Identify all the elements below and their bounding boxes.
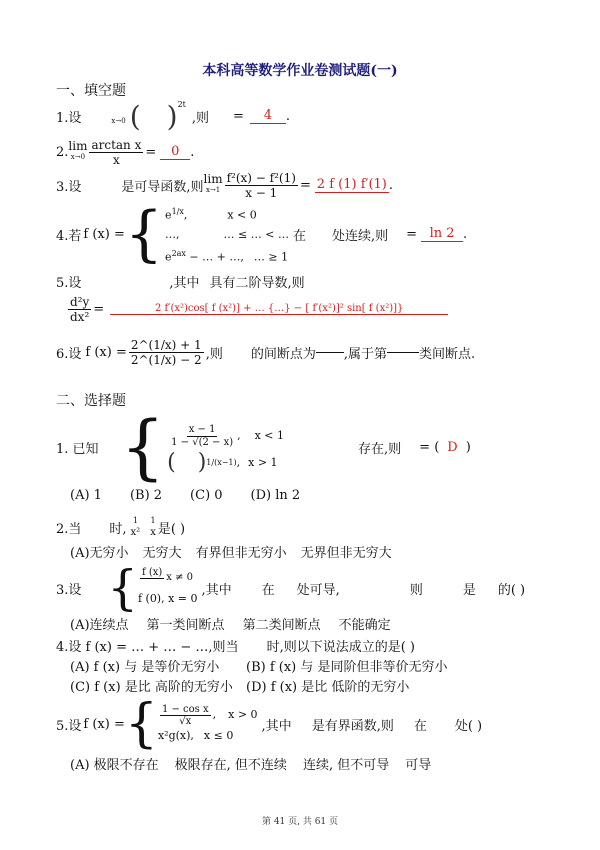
fill-q4-answer: ln 2: [421, 226, 463, 242]
fill-q6-denominator: 2^(1/x) − 2: [130, 352, 202, 367]
fill-q2-numerator: arctan x: [91, 137, 142, 152]
fill-q5-mid: ,其中: [169, 276, 200, 291]
fill-q1-mid: ,则: [191, 110, 210, 126]
choice-q4-text: 4.设 f (x) = … + … − …,则当: [56, 640, 239, 655]
fill-q6-numerator: 2^(1/x) + 1: [130, 337, 202, 352]
choice-q1-option-a[interactable]: (A) 1: [70, 488, 102, 503]
choice-q5-option-a[interactable]: (A) 极限不存在: [70, 758, 159, 773]
choice-q1-options: [70, 488, 300, 503]
choice-q1-mid: 存在,则: [358, 441, 402, 457]
fill-q4-mid: 在: [292, 228, 306, 244]
fill-q4-fx: f (x) =: [83, 226, 125, 242]
fill-q5-answer: 2 f′(x²)cos[ f (x²)] + … {…} − [ f′(x²)]² sin[ f (x²)]}: [110, 303, 448, 315]
fill-q6-mid3: ,属于第: [343, 346, 387, 362]
choice-q5-options: [70, 754, 431, 773]
choice-q3-mid3: 处可导,: [296, 582, 340, 598]
choice-q2-prefix: 2.当: [56, 521, 82, 537]
fill-q1-prefix: 1.设: [56, 110, 82, 126]
choice-q5-mid: ,其中: [261, 718, 292, 734]
fill-q2: 2. lim x→0 $\frac{\text{arctan x}}{x}$ = 0 .: [56, 137, 195, 167]
fill-q3-sub: x→1: [205, 186, 221, 194]
choice-q1-option-c[interactable]: (C) 0: [190, 488, 223, 503]
choice-q3-mid5: 是: [462, 582, 476, 598]
choice-q4-text2: 时,则以下说法成立的是( ): [266, 640, 415, 655]
fill-q5-mid2: 具有二阶导数,则: [209, 276, 305, 291]
choice-q3-mid: ,其中: [201, 582, 232, 598]
choice-q3-mid6: 的( ): [497, 582, 526, 598]
fill-q3-mid: 是可导函数,则: [121, 179, 204, 195]
choice-q3-option-c[interactable]: 第二类间断点: [242, 618, 321, 633]
fill-q4-mid2: 处连续,则: [331, 228, 389, 244]
fill-q2-eq: =: [145, 144, 157, 160]
fill-q3: 3.设 是可导函数,则 lim x→1 $\frac{\text{f²(x) − f²(1)}}{x - 1}$ = 2 f (1) f′(1) .: [56, 170, 393, 200]
choice-q1-cases: $\frac{x - 1}{1 - √(2 - x)}$ , x < 1 ( ) 1/(x−1) , x > 1: [167, 423, 285, 475]
fill-q3-eq: =: [299, 177, 311, 193]
fill-q6-mid: ,则: [205, 346, 223, 362]
choice-q5-option-b[interactable]: 极限存在, 但不连续: [174, 758, 287, 773]
fill-q4-prefix: 4.若: [56, 228, 82, 244]
page-title: 本科高等数学作业卷测试题(一): [202, 63, 398, 79]
choice-q3-mid2: 在: [261, 582, 275, 598]
fill-q3-prefix: 3.设: [56, 179, 82, 195]
choice-q2-suffix: 是( ): [157, 521, 186, 537]
section-fill-heading: 一、填空题: [56, 83, 126, 99]
fill-q5-lhs-num: d²y: [70, 294, 90, 309]
choice-q2-options: [70, 542, 392, 561]
fill-q5: [56, 272, 305, 291]
choice-q1: 1. 已知 { $\frac{x - 1}{1 - √(2 - x)}$ , x < 1 ( ) 1/(x−1) , x > 1 存在,则 = ( D ): [56, 406, 471, 488]
fill-q3-numerator: f²(x) − f²(1): [226, 170, 296, 185]
section-choice-heading: 二、选择题: [56, 393, 126, 409]
choice-q2-option-d[interactable]: 无界但非无穷大: [300, 546, 392, 561]
fill-q2-prefix: 2.: [56, 144, 69, 160]
fill-q2-lim: lim: [68, 139, 88, 153]
choice-q5-option-d[interactable]: 可导: [405, 758, 432, 773]
fill-q4: 4.若 f (x) = { $e^{1/x}$, x < 0 …, … ≤ … < … $e^{2ax}$ − … + …, … ≥ 1 在 处连续,则 = ln 2 .: [56, 199, 468, 269]
choice-q2: 2.当 时, 1 x² 1 x 是( ): [56, 516, 186, 538]
fill-q2-answer: 0: [160, 144, 190, 160]
fill-q6-mid2: 的间断点为: [250, 346, 316, 362]
choice-q3-prefix: 3.设: [56, 582, 82, 598]
choice-q1-answer: D: [447, 439, 458, 455]
choice-q3-option-d[interactable]: 不能确定: [338, 618, 391, 633]
choice-q1-prefix: 1. 已知: [56, 441, 99, 457]
choice-q4-option-d[interactable]: (D) f (x) 是比 低阶的无穷小: [246, 680, 410, 695]
choice-q2-option-a[interactable]: (A)无穷小: [70, 546, 129, 561]
choice-q4: [56, 636, 415, 655]
choice-q1-option-b[interactable]: (B) 2: [129, 488, 163, 503]
choice-q3-options: [70, 614, 391, 633]
choice-q4-option-c[interactable]: (C) f (x) 是比 高阶的无穷小: [70, 680, 233, 695]
page-footer: 第 41 页, 共 61 页: [261, 817, 339, 827]
choice-q2-option-b[interactable]: 无穷大: [142, 546, 182, 561]
fill-q3-lim: lim: [203, 172, 223, 186]
fill-q2-denominator: x: [113, 152, 120, 167]
choice-q5-mid2: 是有界函数,则: [311, 718, 394, 734]
choice-q1-option-d[interactable]: (D) ln 2: [250, 488, 301, 503]
fill-q1-exponent: 2t: [177, 100, 186, 109]
choice-q5-mid3: 在: [413, 718, 427, 734]
fill-q6-fx: f (x) =: [85, 344, 127, 360]
fill-q1: 1.设 x→0 ( ) 2t ,则 = 4 .: [56, 99, 291, 133]
choice-q4-option-b[interactable]: (B) f (x) 与 是同阶但非等价无穷小: [246, 660, 448, 675]
choice-q3-option-a[interactable]: (A)连续点: [70, 618, 129, 633]
choice-q2-option-c[interactable]: 有界但非无穷小: [195, 546, 287, 561]
fill-q6: [56, 332, 475, 372]
fill-q3-denominator: x − 1: [245, 185, 278, 200]
fill-q5-formula: $\frac{\text{d²y}}{\text{dx²}}$ = 2 f′(x²)cos[ f (x²)] + … {…} − [ f′(x²)]² sin[ f (x²)]}: [66, 292, 448, 326]
choice-q3-option-b[interactable]: 第一类间断点: [146, 618, 225, 633]
choice-q4-option-a[interactable]: (A) f (x) 与 是等价无穷小: [70, 660, 220, 675]
fill-q1-answer: 4: [250, 108, 286, 124]
fill-q5-prefix: 5.设: [56, 276, 82, 291]
fill-q5-lhs-den: dx²: [70, 309, 90, 324]
fill-q2-sub: x→0: [70, 153, 86, 161]
choice-q3: 3.设 { f (x) x ≠ 0 f (0), x = 0 ,其中 在 处可导, 则 是 的( ): [56, 560, 526, 616]
choice-q5-mid4: 处( ): [454, 718, 483, 734]
choice-q3-mid4: 则: [409, 582, 423, 598]
choice-q2-mid: 时,: [109, 521, 127, 537]
fill-q4-cases: $e^{1/x}$, x < 0 …, … ≤ … < … $e^{2ax}$ − … + …, … ≥ 1: [165, 206, 289, 264]
fill-q6-prefix: 6.设: [56, 346, 82, 362]
choice-q5-option-c[interactable]: 连续, 但不可导: [302, 758, 390, 773]
choice-q5: 5.设 f (x) = { $\frac{\text{1 − cos x}}{√x}$ , x > 0 x²g(x), x ≤ 0 ,其中 是有界函数,则 在 处( ): [56, 694, 483, 754]
choice-q5-fx: f (x) =: [83, 716, 125, 732]
choice-q5-prefix: 5.设: [56, 718, 82, 734]
fill-q1-sub: x→0: [111, 117, 126, 125]
fill-q3-answer: 2 f (1) f′(1): [316, 177, 387, 192]
fill-q6-suffix: 类间断点.: [418, 346, 476, 362]
